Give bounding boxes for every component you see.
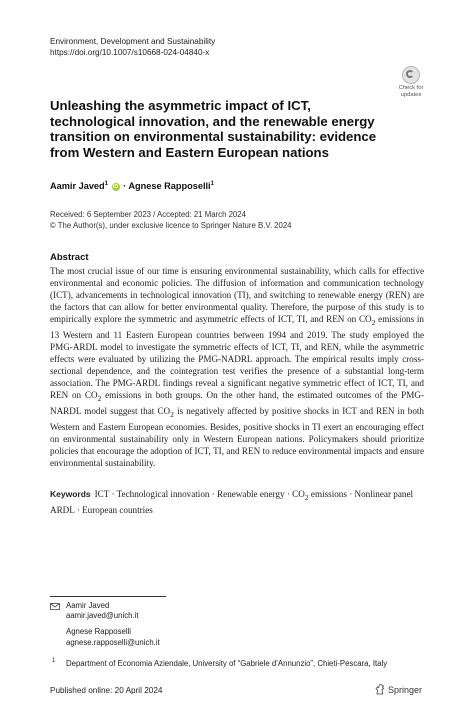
author-name[interactable]: Agnese Rapposelli: [128, 181, 211, 192]
abstract-text: The most crucial issue of our time is ensuring environmental sustainability, which calls for effective environmental and economic policies. The diffusion of information and communication technology (ICT), advancements in technological innovation (TI), and switching to renewable energy (REN) are the factors that can allow for better environmental quality. Therefore, the purpose of this study is to empirically explore the symmetric and asymmetric effects of ICT, TI, and REN on CO: [50, 266, 424, 325]
publisher-name: Springer: [388, 685, 423, 695]
published-date: Published online: 20 April 2024: [50, 686, 163, 695]
footnote-divider: [50, 596, 166, 597]
corr-name: Aamir Javed: [66, 601, 110, 610]
copyright-notice: © The Author(s), under exclusive licence to Springer Nature B.V. 2024: [50, 221, 292, 230]
check-for-updates-icon: [402, 66, 420, 84]
received-accepted: Received: 6 September 2023 / Accepted: 21 March 2024: [50, 210, 246, 219]
subscript: 2: [304, 492, 309, 502]
correspondence: [66, 601, 160, 648]
check-for-updates-badge[interactable]: [392, 66, 430, 106]
corr-name: Agnese Rapposelli: [66, 627, 132, 637]
springer-horse-icon: [375, 684, 385, 695]
keywords-heading: Keywords: [50, 489, 91, 499]
journal-header: [50, 36, 215, 58]
subscript: 2: [371, 318, 376, 328]
journal-name: Environment, Development and Sustainability: [50, 37, 216, 46]
envelope-icon: [50, 603, 60, 610]
keywords: [50, 488, 424, 516]
affiliation-text: Department of Economia Aziendale, University of “Gabriele d’Annunzio”, Chieti-Pescara, Italy: [66, 659, 388, 668]
abstract-text: emissions in both groups. On the other hand, the estimated outcomes of the PMG-NARDL model suggest that CO: [50, 390, 424, 417]
publisher-logo[interactable]: [375, 684, 422, 695]
badge-line2: updates: [400, 91, 422, 98]
author-affil-sup: 1: [210, 181, 214, 187]
corr-email[interactable]: aamir.javed@unich.it: [66, 611, 139, 621]
abstract-heading: Abstract: [50, 252, 89, 263]
abstract-text: emissions in 13 Western and 11 Eastern European countries between 1994 and 2019. The study employed the PMG-ARDL model to investigate the symmetric effects of ICT, TI, and REN, while the asymmetric effects were evaluated by utilizing the PMG-NADRL approach. The empirical results imply cross-sectional dependence, and the cointegration test verifies the presence of a substantial long-term association. The PMG-ARDL findings reveal a significant negative symmetric effect of ICT, TI, and REN on CO: [50, 314, 424, 401]
author-list: [50, 181, 214, 191]
doi-link[interactable]: https://doi.org/10.1007/s10668-024-04840-x: [50, 48, 210, 57]
corr-email[interactable]: agnese.rapposelli@unich.it: [66, 637, 160, 647]
author-affil-sup: 1: [104, 181, 108, 187]
author-separator: ·: [123, 181, 129, 192]
subscript: 2: [97, 394, 102, 404]
article-dates: [50, 209, 292, 231]
keywords-text: ICT · Technological innovation · Renewable energy · CO: [94, 489, 305, 499]
subscript: 2: [170, 410, 174, 419]
orcid-icon[interactable]: iD: [112, 184, 119, 191]
affiliation-number: 1: [52, 658, 56, 664]
abstract-text: is negatively affected by positive shocks in ICT and REN in both Western and Eastern European economies. Besides, positive shocks in TI exert an encouraging effect on environmental sustainability only in Western European nations. Policymakers should prioritize policies that encourage the adoption of ICT, TI, and REN to reduce environmental impacts and ensure environmental sustainability.: [50, 406, 424, 469]
badge-line1: Check for: [398, 85, 424, 91]
article-title: Unleashing the asymmetric impact of ICT, technological innovation, and the renewable energy transition on environmental sustainability: evidence from Western and Eastern European nations: [50, 98, 377, 160]
abstract-body: [50, 265, 424, 469]
keywords-text: emissions · Nonlinear panel ARDL · European countries: [50, 489, 414, 515]
author-name[interactable]: Aamir Javed: [50, 181, 105, 192]
